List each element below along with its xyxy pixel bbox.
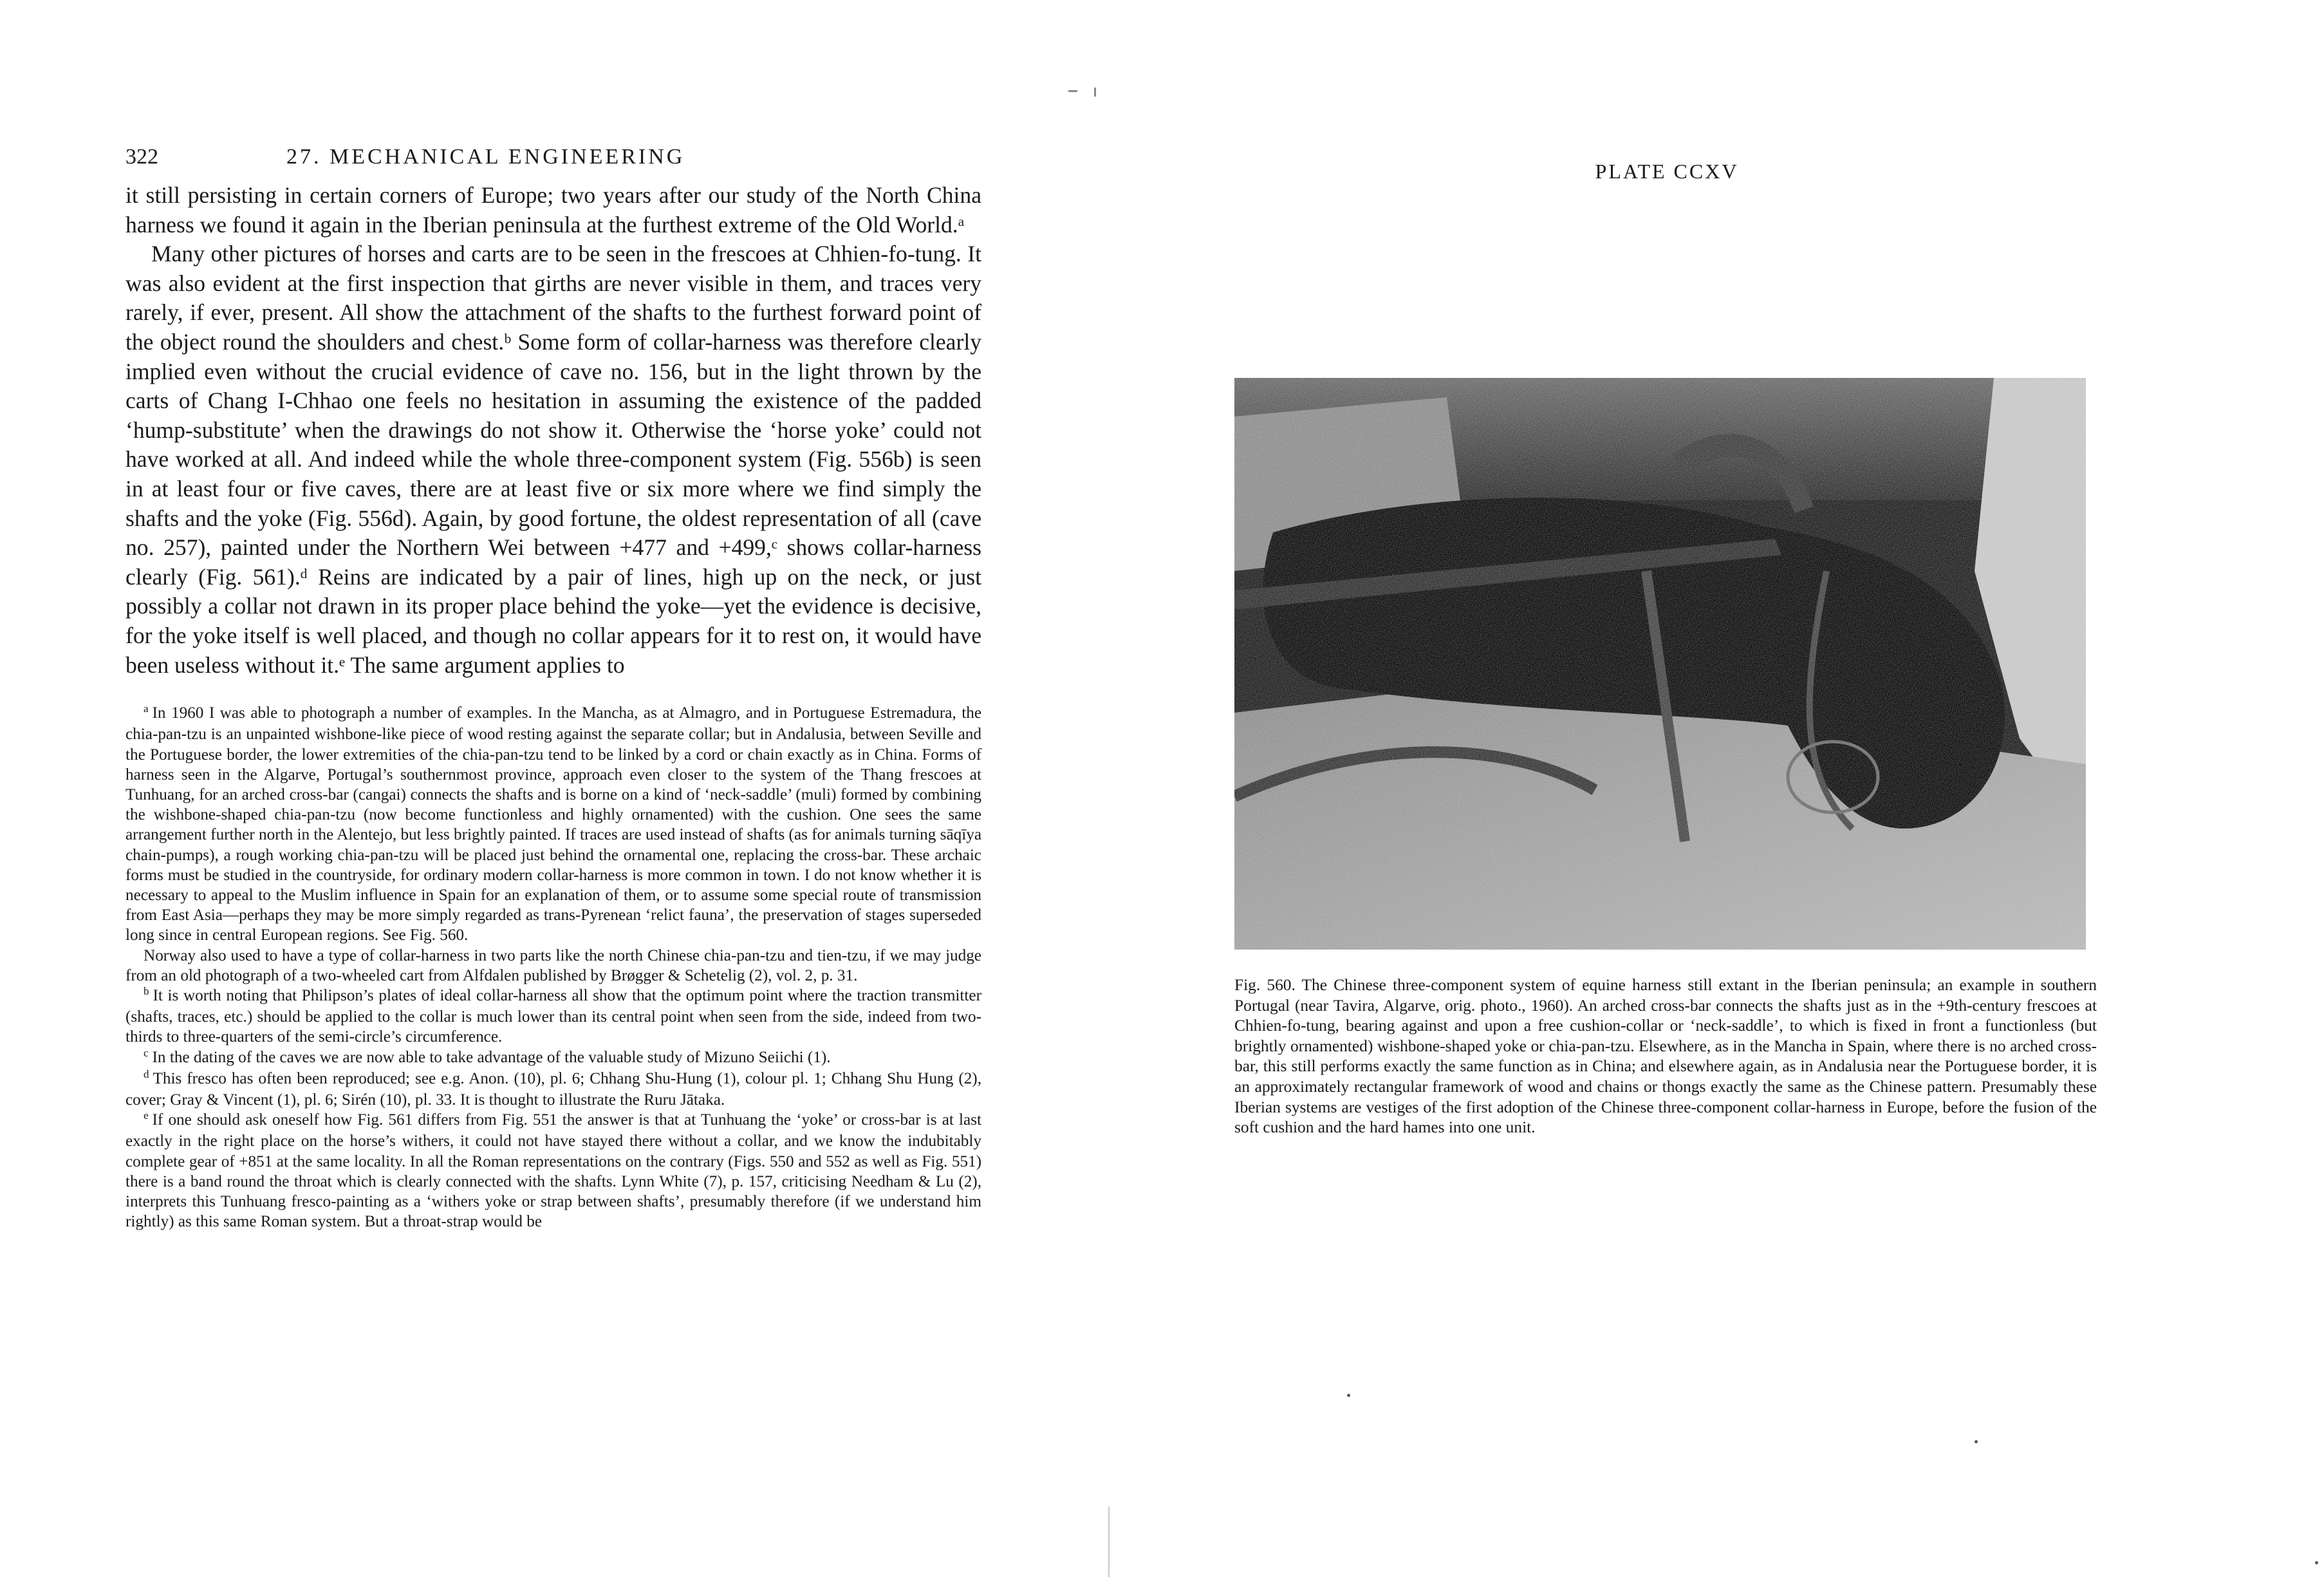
footnote-mark: c bbox=[144, 1046, 149, 1059]
caption-text: Fig. 560. The Chinese three-component system of equine harness still extant in the Iberian peninsula; an example in southern Portugal (near Tavira, Algarve, orig. photo., 1960). An arched cross-bar connects the shafts just as in the +9th-century frescoes at Chhien-fo-tung, bearing against and upon a free cushion-collar or ‘neck-saddle’, to which is fixed in front a functionless (but brightly ornamented) wishbone-shaped yoke or chia-pan-tzu. Elsewhere, as in the Mancha in Spain, where there is no arched cross-bar, this still performs exactly the same function as in China; and elsewhere again, as in Andalusia near the Portuguese border, it is an approximately rectangular framework of wood and chains or thongs exactly the same as the Chinese pattern. Presumably these Iberian systems are vestiges of the first adoption of the Chinese three-component collar-harness in Europe, before the fusion of the soft cushion and the hard hames into one unit. bbox=[1234, 976, 2097, 1137]
footnote bbox=[125, 1069, 981, 1110]
chapter-title: 27. MECHANICAL ENGINEERING bbox=[286, 145, 685, 169]
harness-photograph bbox=[1234, 378, 2086, 950]
page-number: 322 bbox=[125, 145, 158, 169]
footnote-text: This fresco has often been reproduced; see e.g. Anon. (10), pl. 6; Chhang Shu-Hung (1), colour pl. 1; Chhang Shu Hung (2), cover; Gray & Vincent (1), pl. 6; Sirén (10), pl. 33. It is thought to illustrate the Ruru Jātaka. bbox=[125, 1069, 981, 1109]
body-paragraph: Many other pictures of horses and carts are to be seen in the frescoes at Chhien-fo-tung. It was also evident at the first inspection that girths are never visible in them, and traces very rarely, if ever, present. All show the attachment of the shafts to the furthest forward point of the object round the shoulders and chest.ᵇ Some form of collar-harness was therefore clearly implied even without the crucial evidence of cave no. 156, but in the light thrown by the carts of Chang I-Chhao one feels no hesitation in assuming the existence of the padded ‘hump-substitute’ when the drawings do not show it. Otherwise the ‘horse yoke’ could not have worked at all. And indeed while the whole three-component system (Fig. 556b) is seen in at least four or five caves, there are at least five or six more where we find simply the shafts and the yoke (Fig. 556d). Again, by good fortune, the oldest representation of all (cave no. 257), painted under the Northern Wei between +477 and +499,ᶜ shows collar-harness clearly (Fig. 561).ᵈ Reins are indicated by a pair of lines, high up on the neck, or just possibly a collar not drawn in its proper place behind the yoke—yet the evidence is decisive, for the yoke itself is well placed, and though no collar appears for it to rest on, it would have been useless without it.ᵉ The same argument applies to bbox=[125, 241, 981, 678]
footnote bbox=[125, 703, 981, 945]
running-head bbox=[125, 145, 981, 174]
body-paragraph: it still persisting in certain corners of Europe; two years after our study of the North China harness we found it again in the Iberian peninsula at the furthest extreme of the Old World.ᵃ bbox=[125, 182, 981, 238]
gutter-speck bbox=[1094, 88, 1096, 97]
footnote bbox=[125, 986, 981, 1047]
page-speck bbox=[2315, 1561, 2318, 1564]
footnote-mark: a bbox=[144, 702, 149, 715]
plate-label: PLATE CCXV bbox=[1595, 160, 1739, 183]
footnote-text: If one should ask oneself how Fig. 561 differs from Fig. 551 the answer is that at Tunhuang the ‘yoke’ or cross-bar is at last exactly in the right place on the horse’s withers, it could not have stayed there without a collar, and we know the indubitably complete gear of +851 at the same locality. In all the Roman representations on the contrary (Figs. 550 and 552 as well as Fig. 551) there is a band round the throat which is clearly connected with the shafts. Lynn White (7), p. 157, criticising Needham & Lu (2), interprets this Tunhuang fresco-painting as a ‘withers yoke or strap between shafts’, presumably therefore (if we understand him rightly) as this same Roman system. But a throat-strap would be bbox=[125, 1111, 981, 1231]
footnote bbox=[125, 1047, 981, 1069]
harness-photo-image bbox=[1234, 378, 2086, 950]
footnote-mark: e bbox=[144, 1109, 149, 1122]
page-speck bbox=[1975, 1440, 1978, 1443]
footnote-text: It is worth noting that Philipson’s plates of ideal collar-harness all show that the optimum point where the traction transmitter (shafts, traces, etc.) should be applied to the collar is much lower than its central point when seen from the side, indeed from two-thirds to three-quarters of the semi-circle’s circumference. bbox=[125, 986, 981, 1046]
footnote-text: In 1960 I was able to photograph a number of examples. In the Mancha, as at Almagro, and in Portuguese Estremadura, the chia-pan-tzu is an unpainted wishbone-like piece of wood resting against the separate collar; but in Andalusia, between Seville and the Portuguese border, the lower extremities of the chia-pan-tzu tend to be linked by a cord or chain exactly as in China. Forms of harness seen in the Algarve, Portugal’s southernmost province, approach even closer to the system of the Thang frescoes at Tunhuang, for an arched cross-bar (cangai) connects the shafts and is borne on a kind of ‘neck-saddle’ (muli) formed by combining the wishbone-shaped chia-pan-tzu (now become functionless and highly ornamented) with the cushion. One sees the same arrangement further north in the Alentejo, but less brightly painted. If traces are used instead of shafts (as for animals turning sāqīya chain-pumps), a rough working chia-pan-tzu will be placed just behind the ornamental one, replacing the cross-bar. These archaic forms must be studied in the countryside, for ordinary modern collar-harness is more common in town. I do not know whether it is necessary to appeal to the Muslim influence in Spain for an explanation of them, or to assume some special route of transmission from East Asia—perhaps they may be more simply regarded as trans-Pyrenean ‘relict fauna’, the preservation of stages superseded long since in central European regions. See Fig. 560. bbox=[125, 704, 981, 944]
body-text bbox=[125, 181, 981, 680]
footnote-text: Norway also used to have a type of collar-harness in two parts like the north Chinese chia-pan-tzu and tien-tzu, if we may judge from an old photograph of a two-wheeled cart from Alfdalen published by Brøgger & Schetelig (2), vol. 2, p. 31. bbox=[125, 946, 981, 984]
left-page bbox=[125, 145, 981, 1232]
page-speck bbox=[1347, 1394, 1350, 1397]
footnote-mark: d bbox=[144, 1067, 149, 1080]
footnote-mark: b bbox=[144, 984, 149, 997]
footnote bbox=[125, 1110, 981, 1232]
footnotes bbox=[125, 703, 981, 1232]
gutter-speck bbox=[1068, 90, 1077, 92]
figure-caption bbox=[1234, 975, 2097, 1138]
gutter-speck bbox=[1108, 1506, 1110, 1577]
footnote-text: In the dating of the caves we are now able to take advantage of the valuable study of Mizuno Seiichi (1). bbox=[152, 1048, 831, 1066]
footnote bbox=[125, 946, 981, 986]
